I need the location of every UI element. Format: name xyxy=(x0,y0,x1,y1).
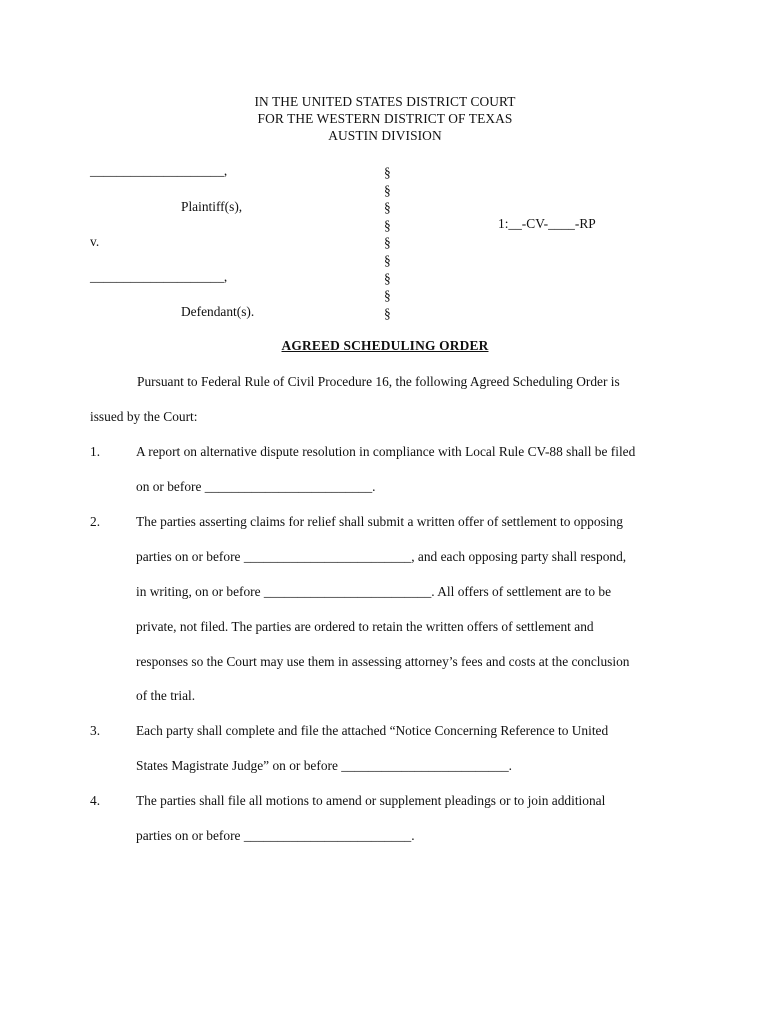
document-title: AGREED SCHEDULING ORDER xyxy=(281,338,489,353)
court-division: AUSTIN DIVISION xyxy=(328,128,442,143)
item-line: private, not filed. The parties are ordered to retain the written offers of settlement and xyxy=(136,619,594,634)
versus-label: v. xyxy=(90,234,100,249)
item-line: in writing, on or before _________________________. All offers of settlement are to be xyxy=(136,584,612,599)
item-line: The parties shall file all motions to amend or supplement pleadings or to join additional xyxy=(136,793,606,808)
item-line: A report on alternative dispute resolution in compliance with Local Rule CV-88 shall be filed xyxy=(136,444,636,459)
section-symbol: § xyxy=(384,165,391,180)
item-line: parties on or before _________________________. xyxy=(136,828,415,843)
section-symbol: § xyxy=(384,270,391,286)
item-number: 3. xyxy=(90,723,101,738)
plaintiff-label: Plaintiff(s), xyxy=(181,199,243,214)
item-line: parties on or before _________________________, and each opposing party shall respond, xyxy=(136,549,627,564)
section-symbol: § xyxy=(384,217,391,233)
plaintiff-name-blank: ____________________, xyxy=(90,163,228,178)
item-line: States Magistrate Judge” on or before _________________________. xyxy=(136,758,512,773)
intro-line: Pursuant to Federal Rule of Civil Procedure 16, the following Agreed Scheduling Order is xyxy=(137,374,620,389)
defendant-label: Defendant(s). xyxy=(181,304,255,319)
section-symbol-column xyxy=(384,164,396,322)
item-number: 4. xyxy=(90,793,101,808)
intro-line: issued by the Court: xyxy=(90,409,198,424)
section-symbol: § xyxy=(384,200,391,216)
item-line: The parties asserting claims for relief shall submit a written offer of settlement to opposing xyxy=(136,514,623,529)
defendant-name-blank: ____________________, xyxy=(90,269,228,284)
item-line: responses so the Court may use them in assessing attorney’s fees and costs at the conclusion xyxy=(136,654,630,669)
section-symbol: § xyxy=(384,182,391,198)
section-symbol: § xyxy=(384,235,391,251)
item-line: Each party shall complete and file the attached “Notice Concerning Reference to United xyxy=(136,723,609,738)
court-name: IN THE UNITED STATES DISTRICT COURT xyxy=(254,94,516,109)
item-line: on or before _________________________. xyxy=(136,479,376,494)
section-symbol: § xyxy=(384,252,391,268)
case-number: 1:__-CV-____-RP xyxy=(498,216,596,231)
item-number: 2. xyxy=(90,514,101,529)
item-number: 1. xyxy=(90,444,101,459)
section-symbol: § xyxy=(384,288,391,304)
item-line: of the trial. xyxy=(136,688,196,703)
court-district: FOR THE WESTERN DISTRICT OF TEXAS xyxy=(257,111,513,126)
section-symbol: § xyxy=(384,305,391,321)
